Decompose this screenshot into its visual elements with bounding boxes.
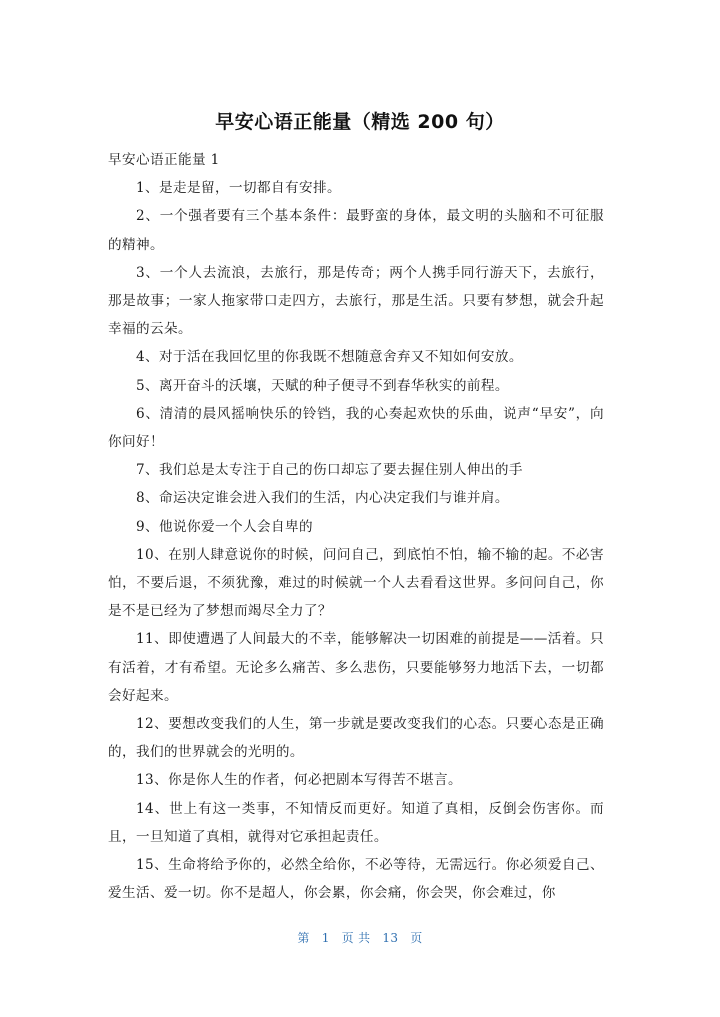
footer-middle: 页 共 [341, 931, 371, 945]
document-title: 早安心语正能量（精选 200 句） [215, 111, 505, 133]
paragraph: 12、要想改变我们的人生，第一步就是要改变我们的心态。只要心态是正确的，我们的世界就会的光明的。 [108, 716, 604, 761]
paragraph: 6、清清的晨风摇响快乐的铃铛，我的心奏起欢快的乐曲，说声“早安”，向你问好！ [108, 405, 604, 451]
paragraph: 11、即使遭遇了人间最大的不幸，能够解决一切困难的前提是——活着。只有活着，才有希望。无论多么痛苦、多么悲伤，只要能够努力地活下去，一切都会好起来。 [108, 631, 604, 704]
footer-suffix: 页 [410, 931, 423, 945]
paragraph: 14、世上有这一类事，不知情反而更好。知道了真相，反倒会伤害你。而且，一旦知道了真相，就得对它承担起责任。 [108, 800, 604, 845]
paragraph: 8、命运决定谁会进入我们的生活，内心决定我们与谁并肩。 [136, 490, 509, 507]
paragraph: 4、对于活在我回忆里的你我既不想随意舍弃又不知如何安放。 [136, 349, 523, 366]
paragraph: 2、一个强者要有三个基本条件：最野蛮的身体，最文明的头脑和不可征服的精神。 [108, 208, 604, 253]
paragraph: 9、他说你爱一个人会自卑的 [136, 518, 313, 535]
paragraph: 1、是走是留，一切都自有安排。 [136, 180, 341, 197]
page-footer [0, 929, 720, 946]
paragraph: 3、一个人去流浪，去旅行，那是传奇；两个人携手同行游天下，去旅行，那是故事；一家人拖家带口走四方，去旅行，那是生活。只要有梦想，就会升起幸福的云朵。 [108, 264, 604, 338]
footer-page-number: 1 [321, 931, 330, 945]
document-body [108, 146, 604, 907]
paragraph: 7、我们总是太专注于自己的伤口却忘了要去握住别人伸出的手 [136, 462, 523, 479]
footer-page-total: 13 [382, 931, 399, 945]
paragraph: 10、在别人肆意说你的时候，问问自己，到底怕不怕，输不输的起。不必害怕，不要后退，不须犹豫，难过的时候就一个人去看看这世界。多问问自己，你是不是已经为了梦想而竭尽全力了？ [108, 546, 604, 620]
paragraph: 5、离开奋斗的沃壤，天赋的种子便寻不到春华秋实的前程。 [136, 377, 509, 394]
section-heading: 早安心语正能量 1 [108, 152, 220, 168]
paragraph: 13、你是你人生的作者，何必把剧本写得苦不堪言。 [136, 772, 462, 789]
paragraph: 15、生命将给予你的，必然全给你，不必等待，无需远行。你必须爱自己、爱生活、爱一切。你不是超人，你会累，你会痛，你会哭，你会难过，你 [108, 857, 604, 902]
footer-prefix: 第 [297, 931, 310, 945]
